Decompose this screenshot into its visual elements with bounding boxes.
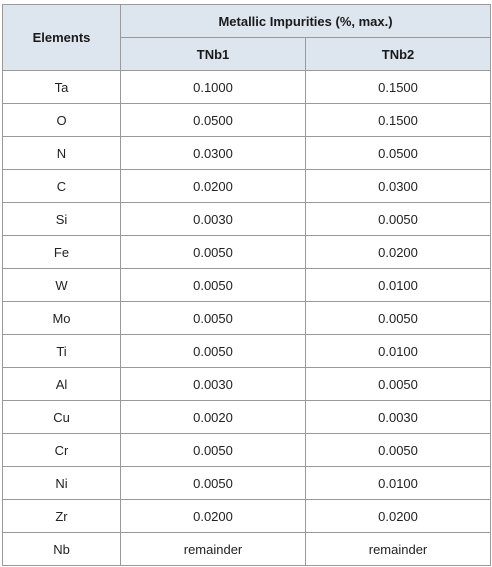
tnb2-value-cell: 0.0200 xyxy=(306,500,491,533)
table-row xyxy=(3,533,491,566)
tnb2-value-cell: 0.1500 xyxy=(306,104,491,137)
element-cell: Nb xyxy=(3,533,121,566)
tnb2-value-cell: 0.0050 xyxy=(306,203,491,236)
grade-header-tnb1: TNb1 xyxy=(121,38,306,71)
element-cell: Al xyxy=(3,368,121,401)
tnb1-value-cell: 0.0300 xyxy=(121,137,306,170)
tnb1-value-cell: 0.0200 xyxy=(121,500,306,533)
metallic-impurities-header: Metallic Impurities (%, max.) xyxy=(121,5,491,38)
tnb2-value-cell: 0.0030 xyxy=(306,401,491,434)
table-row xyxy=(3,401,491,434)
tnb1-value-cell: remainder xyxy=(121,533,306,566)
tnb1-value-cell: 0.0050 xyxy=(121,467,306,500)
tnb2-value-cell: 0.0200 xyxy=(306,236,491,269)
tnb1-value-cell: 0.1000 xyxy=(121,71,306,104)
table-body xyxy=(3,71,491,566)
tnb2-value-cell: 0.0100 xyxy=(306,467,491,500)
element-cell: Cu xyxy=(3,401,121,434)
table-row xyxy=(3,104,491,137)
header-row-group xyxy=(3,5,491,38)
table-row xyxy=(3,137,491,170)
table-header xyxy=(3,5,491,71)
tnb1-value-cell: 0.0050 xyxy=(121,236,306,269)
element-cell: Cr xyxy=(3,434,121,467)
tnb2-value-cell: 0.0050 xyxy=(306,368,491,401)
tnb1-value-cell: 0.0030 xyxy=(121,203,306,236)
element-cell: Fe xyxy=(3,236,121,269)
tnb2-value-cell: 0.0100 xyxy=(306,269,491,302)
table-row xyxy=(3,71,491,104)
tnb1-value-cell: 0.0050 xyxy=(121,434,306,467)
table-row xyxy=(3,170,491,203)
tnb1-value-cell: 0.0020 xyxy=(121,401,306,434)
element-cell: Si xyxy=(3,203,121,236)
impurities-table xyxy=(2,4,491,566)
element-cell: Zr xyxy=(3,500,121,533)
tnb1-value-cell: 0.0050 xyxy=(121,269,306,302)
table-row xyxy=(3,467,491,500)
table-row xyxy=(3,302,491,335)
element-cell: Ti xyxy=(3,335,121,368)
table-row xyxy=(3,236,491,269)
tnb2-value-cell: 0.0100 xyxy=(306,335,491,368)
tnb1-value-cell: 0.0050 xyxy=(121,302,306,335)
tnb1-value-cell: 0.0200 xyxy=(121,170,306,203)
tnb2-value-cell: remainder xyxy=(306,533,491,566)
element-cell: C xyxy=(3,170,121,203)
element-cell: Ni xyxy=(3,467,121,500)
tnb1-value-cell: 0.0500 xyxy=(121,104,306,137)
table-row xyxy=(3,434,491,467)
grade-header-tnb2: TNb2 xyxy=(306,38,491,71)
tnb2-value-cell: 0.0500 xyxy=(306,137,491,170)
tnb1-value-cell: 0.0030 xyxy=(121,368,306,401)
element-cell: W xyxy=(3,269,121,302)
element-cell: Mo xyxy=(3,302,121,335)
table-row xyxy=(3,203,491,236)
element-cell: Ta xyxy=(3,71,121,104)
tnb2-value-cell: 0.0050 xyxy=(306,434,491,467)
tnb2-value-cell: 0.0050 xyxy=(306,302,491,335)
table-row xyxy=(3,269,491,302)
table-row xyxy=(3,335,491,368)
elements-header: Elements xyxy=(3,5,121,71)
tnb2-value-cell: 0.0300 xyxy=(306,170,491,203)
table-row xyxy=(3,500,491,533)
tnb1-value-cell: 0.0050 xyxy=(121,335,306,368)
element-cell: N xyxy=(3,137,121,170)
tnb2-value-cell: 0.1500 xyxy=(306,71,491,104)
table-row xyxy=(3,368,491,401)
element-cell: O xyxy=(3,104,121,137)
